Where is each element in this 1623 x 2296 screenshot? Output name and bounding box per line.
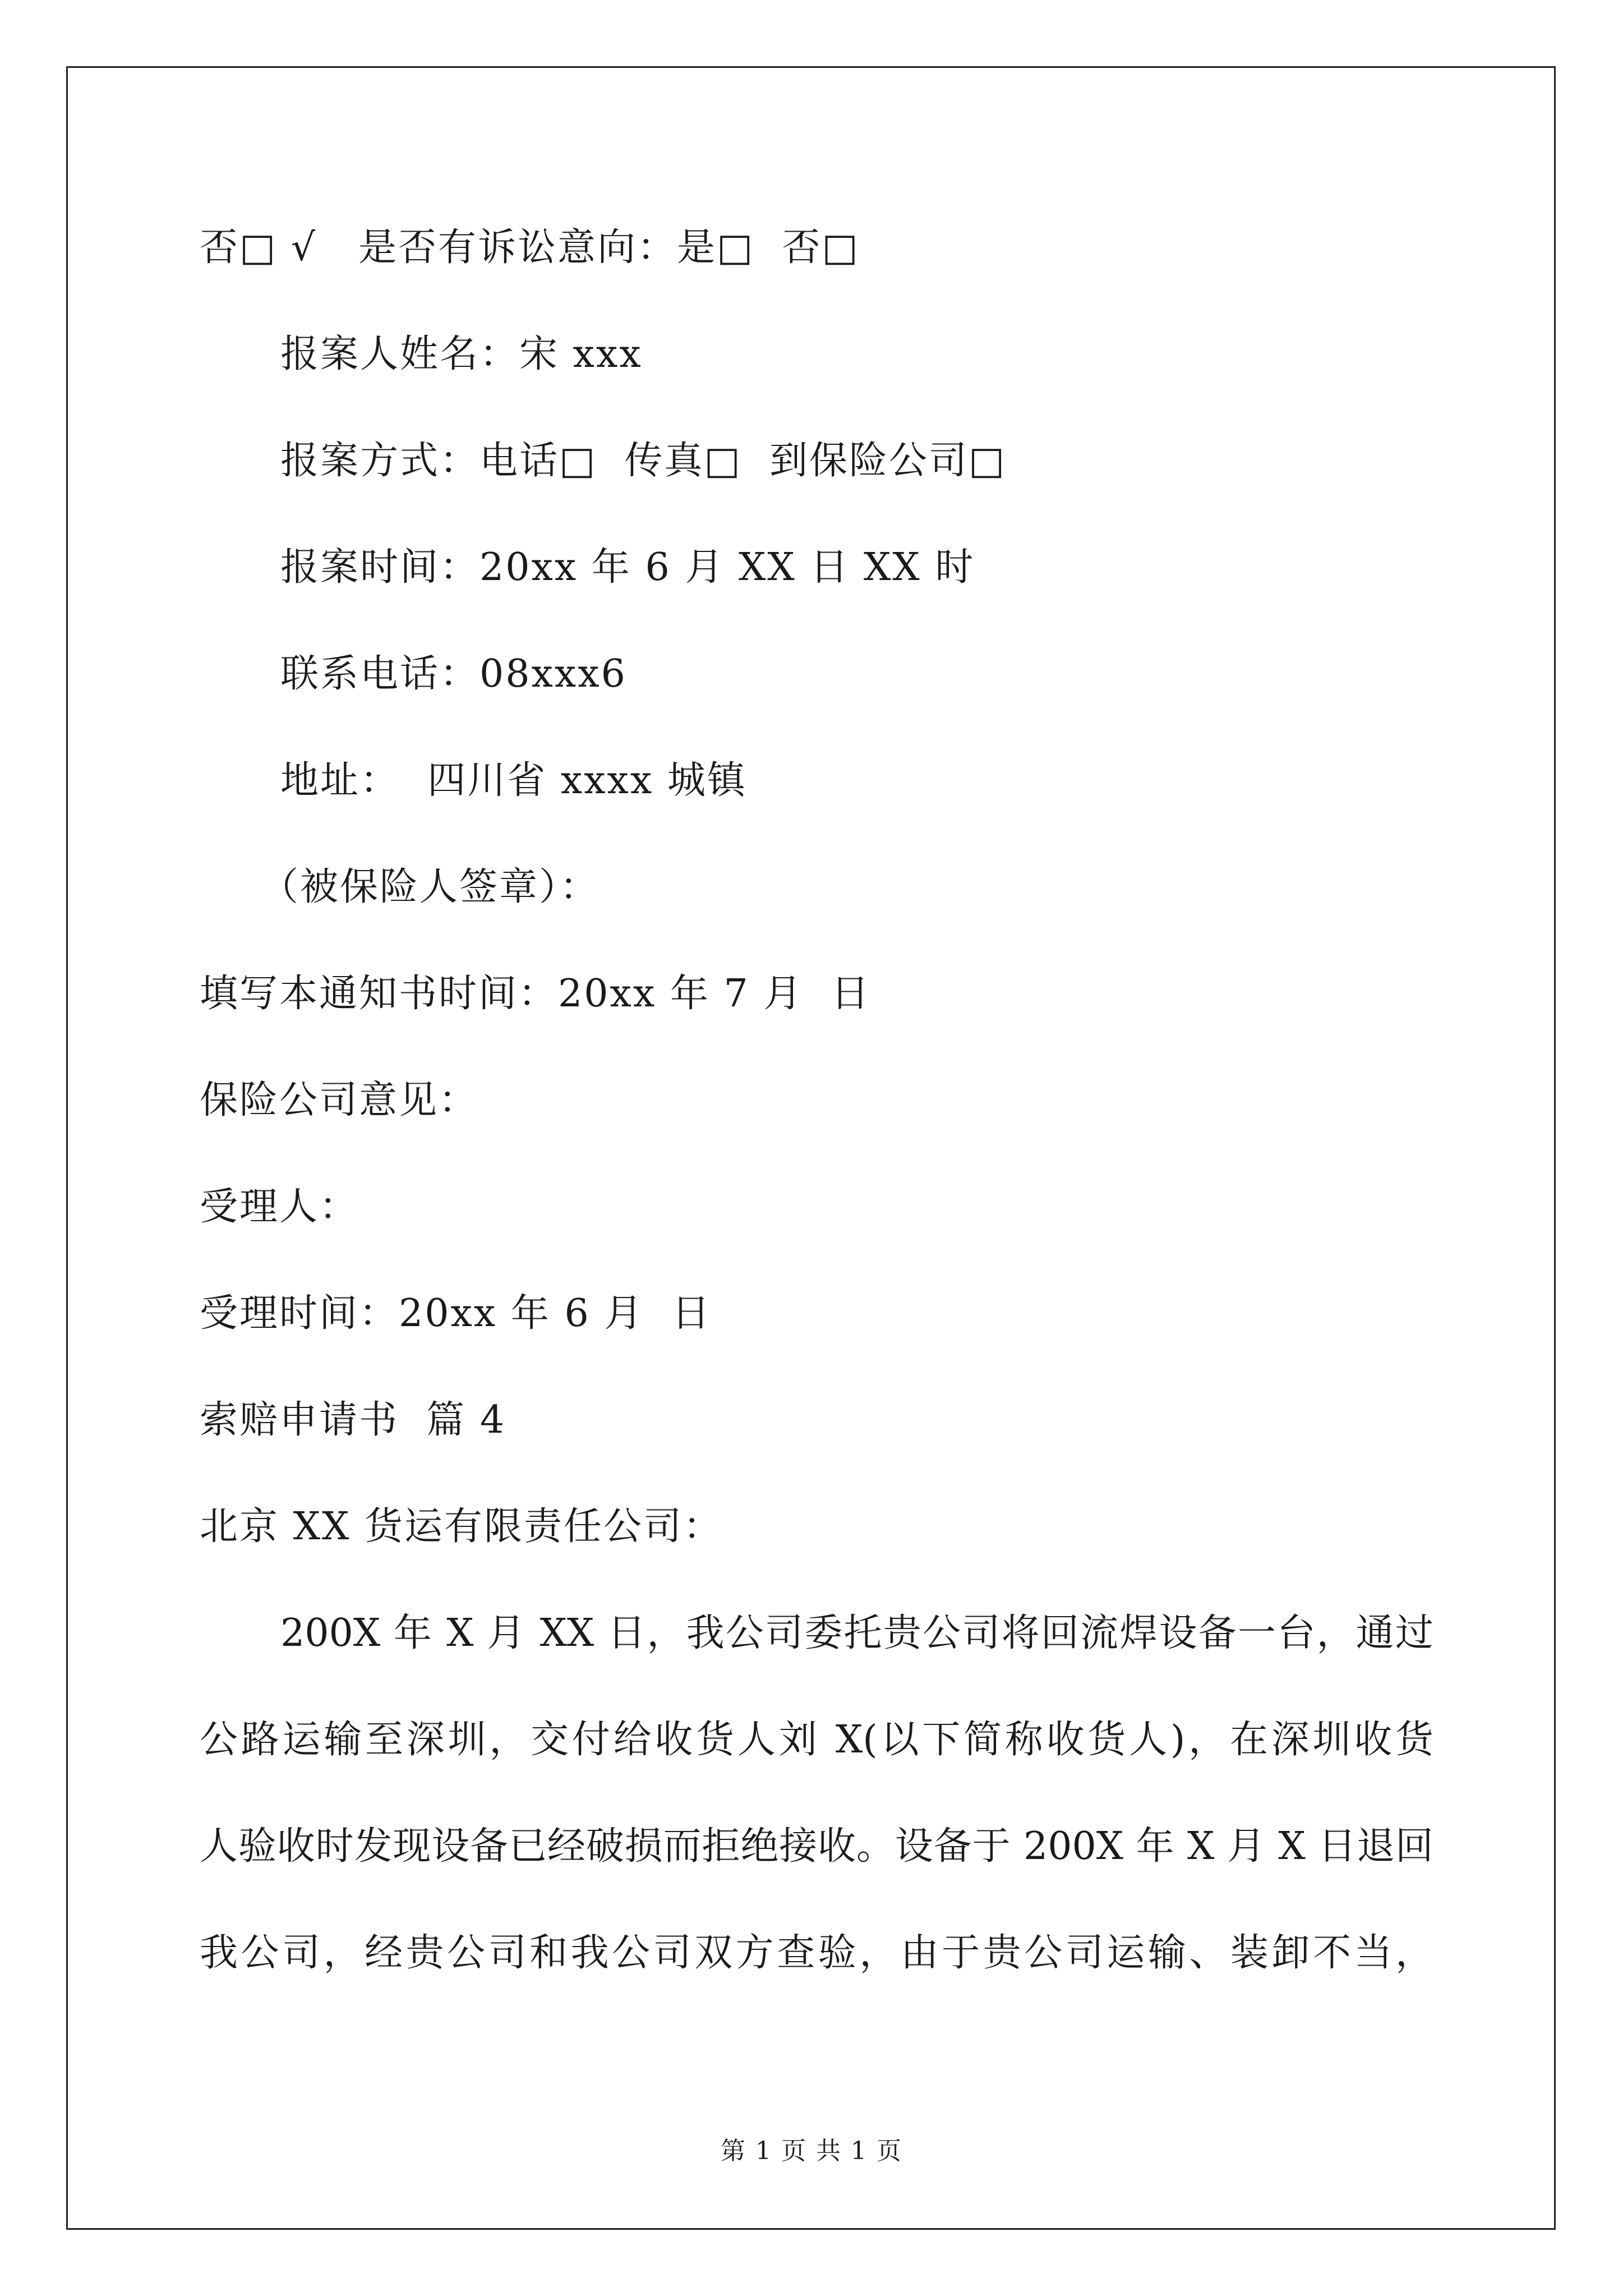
reporter-name-line: 报案人姓名：宋 xxx <box>280 332 643 376</box>
handler-line: 受理人： <box>200 1185 359 1229</box>
addressee-line: 北京 XX 货运有限责任公司： <box>200 1504 723 1549</box>
insurer-opinion-line: 保险公司意见： <box>200 1078 479 1122</box>
paragraph-line-1: 200X 年 X 月 XX 日，我公司委托贵公司将回流焊设备一台，通过 <box>280 1611 1433 1655</box>
insured-signature-line: （被保险人签章）： <box>260 865 600 909</box>
address-line: 地址： 四川省 xxxx 城镇 <box>280 758 747 803</box>
paragraph-line-4: 我公司，经贵公司和我公司双方查验，由于贵公司运输、装卸不当， <box>200 1931 1433 1975</box>
page-footer: 第 1 页 共 1 页 <box>721 2137 902 2165</box>
litigation-intent-line: 否□ √ 是否有诉讼意向：是□ 否□ <box>200 226 860 270</box>
report-time-line: 报案时间：20xx 年 6 月 XX 日 XX 时 <box>280 545 975 590</box>
paragraph-line-2: 公路运输至深圳，交付给收货人刘 X(以下简称收货人)，在深圳收货 <box>200 1718 1433 1762</box>
page-border <box>66 66 1556 2230</box>
notice-fill-time-line: 填写本通知书时间：20xx 年 7 月 日 <box>200 972 871 1016</box>
handling-time-line: 受理时间：20xx 年 6 月 日 <box>200 1291 712 1336</box>
paragraph-line-3: 人验收时发现设备已经破损而拒绝接收。设备于 200X 年 X 月 X 日退回 <box>200 1824 1433 1869</box>
report-method-line: 报案方式：电话□ 传真□ 到保险公司□ <box>280 439 1007 483</box>
section-heading: 索赔申请书 篇 4 <box>200 1398 506 1442</box>
contact-phone-line: 联系电话：08xxx6 <box>280 652 627 696</box>
